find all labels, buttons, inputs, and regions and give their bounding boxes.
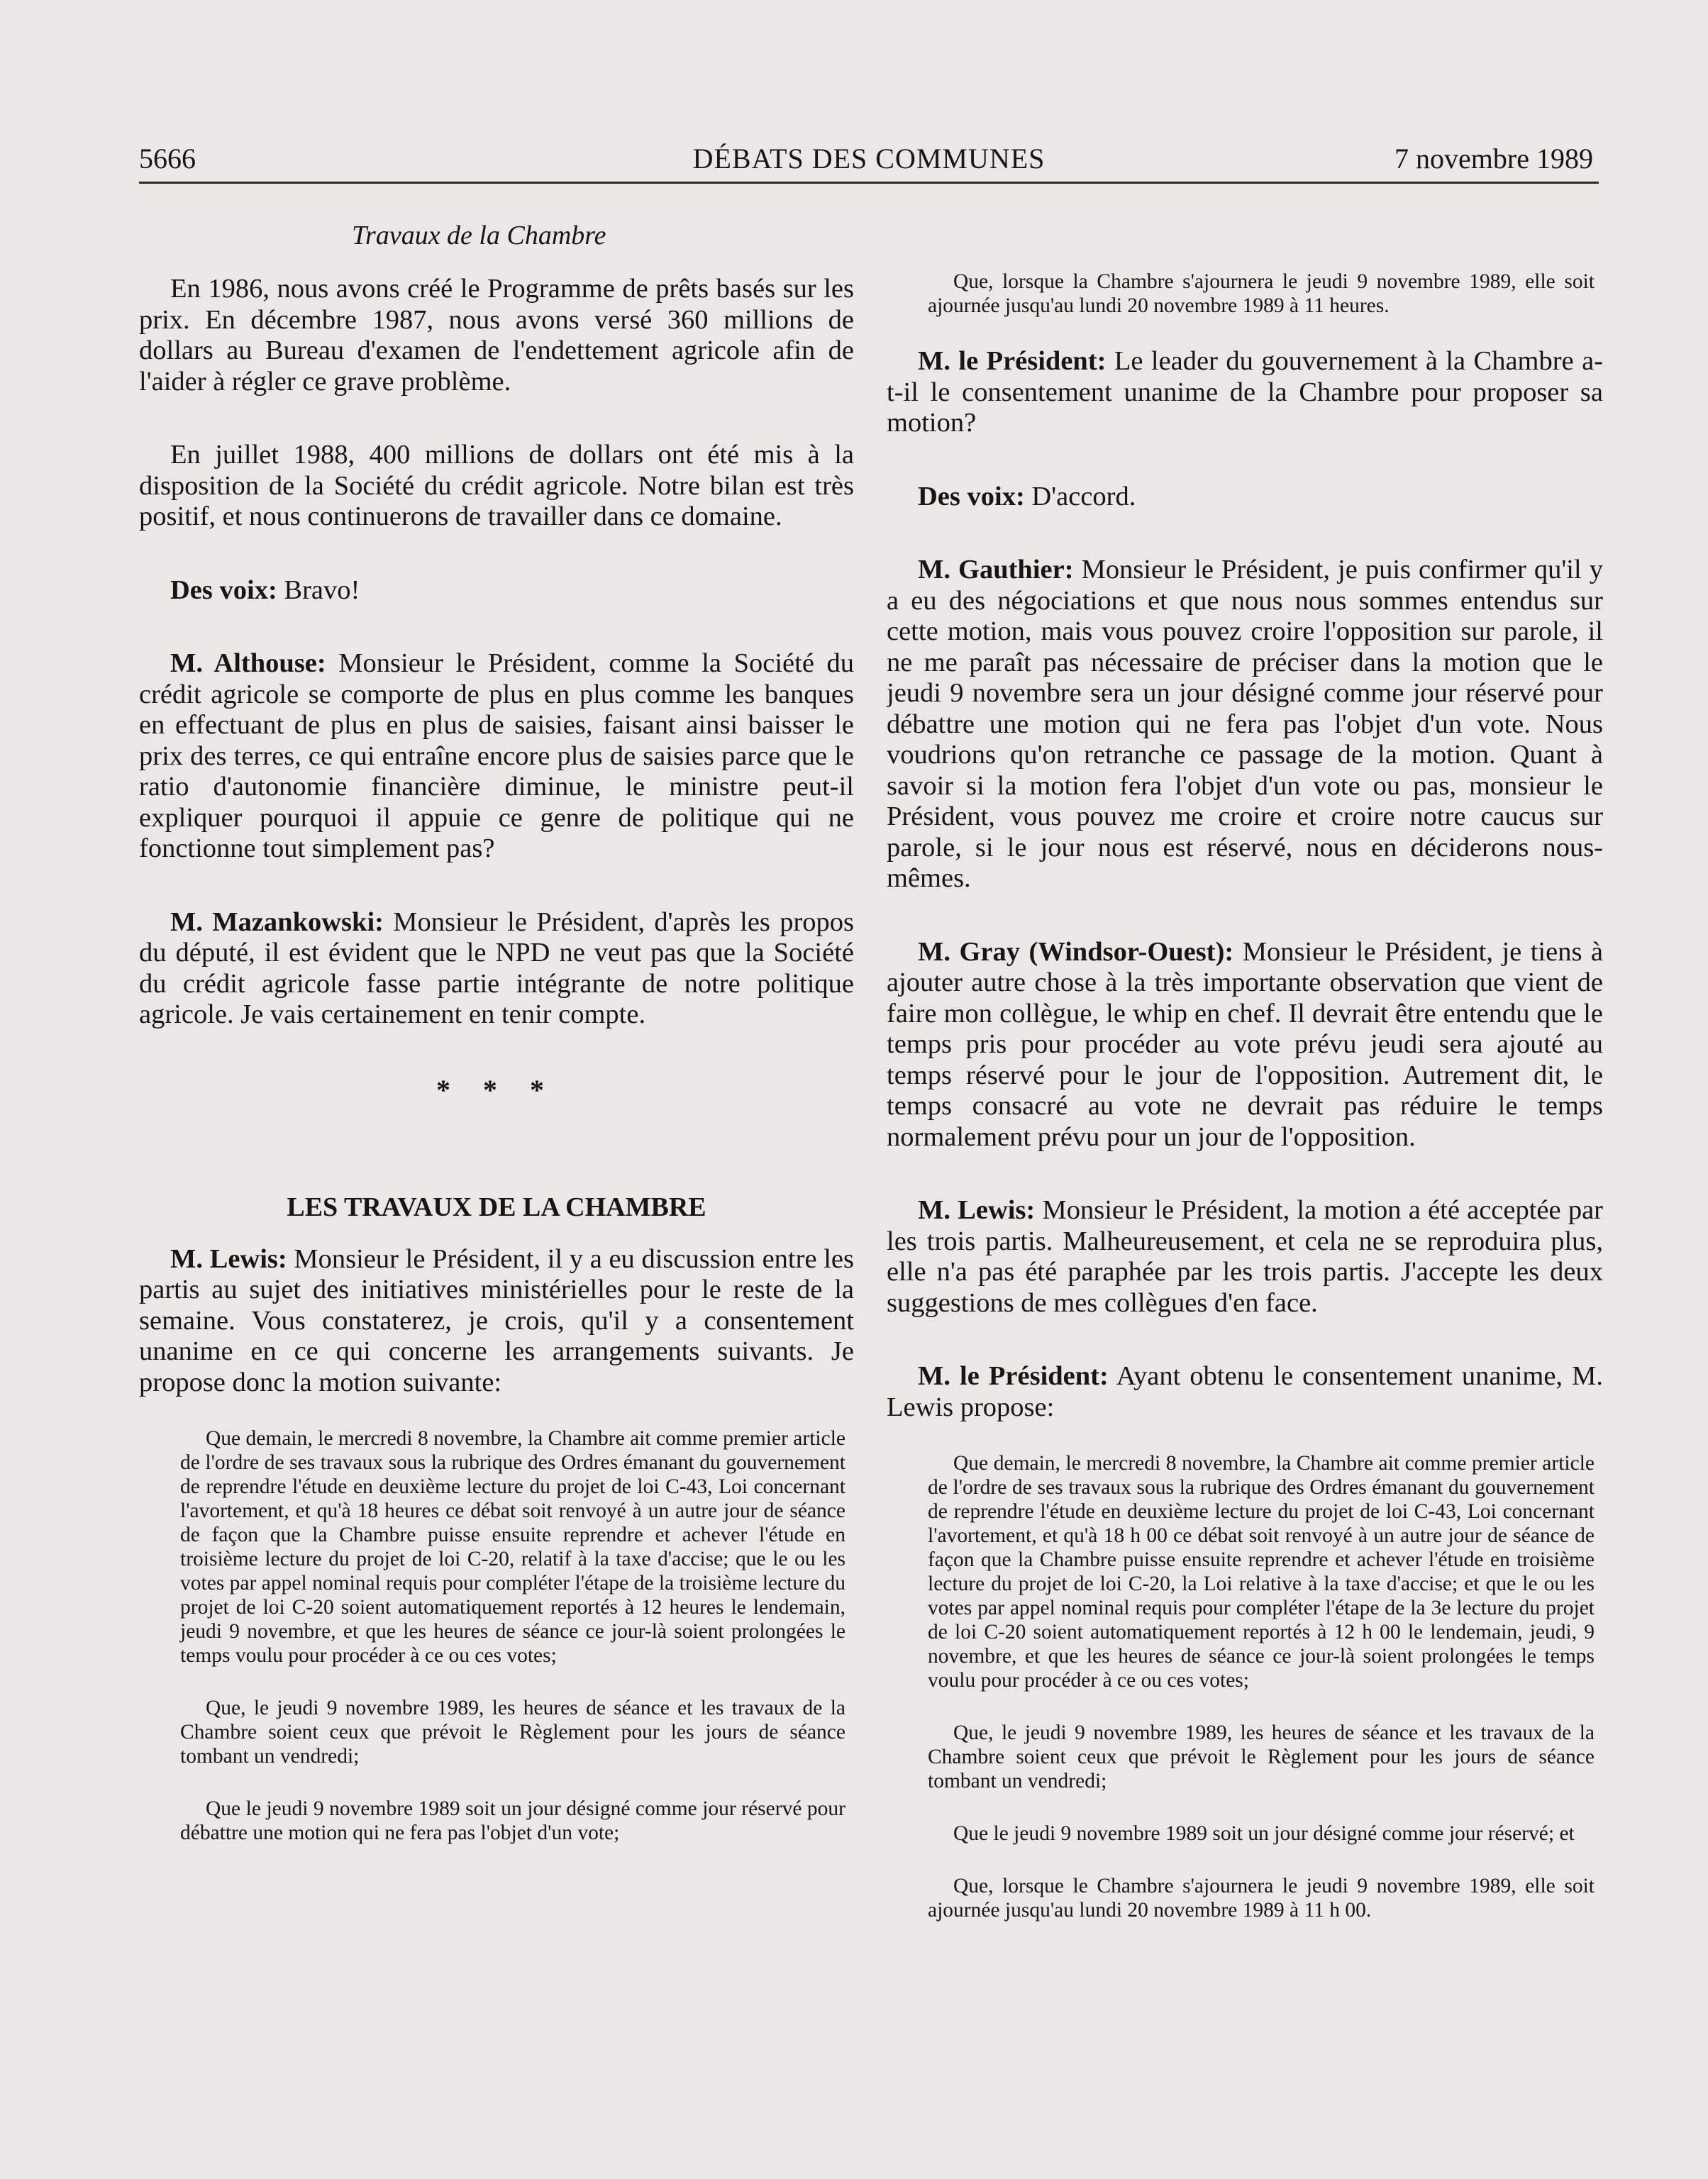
speaker-name: M. Lewis: xyxy=(170,1243,287,1274)
speech-paragraph xyxy=(887,482,1603,513)
page-number: 5666 xyxy=(139,143,196,174)
motion-quote: Que le jeudi 9 novembre 1989 soit un jour désigné comme jour réservé; et xyxy=(953,1822,1575,1845)
speaker-name: M. Mazankowski: xyxy=(170,906,384,937)
speech-text: Monsieur le Président, comme la Société du crédit agricole se comporte de plus en plus comme les banques en effectuant de plus en plus de saisies, faisant ainsi baisser le prix des terres, ce qui entraîne encore plus de saisies parce que le ratio d'autonomie financière diminue, le ministre peut-il expliquer pourquoi il appuie ce genre de politique qui ne fonctionne tout simplement pas? xyxy=(139,648,854,863)
speech-text: Monsieur le Président, je tiens à ajouter autre chose à la très importante observation que vient de faire mon collègue, le whip en chef. Il devrait être entendu que le temps pris pour procéder au vote prévu jeudi sera ajouté au temps réservé pour le jour de l'opposition. Autrement dit, le temps consacré au vote ne devrait pas réduire le temps normalement prévu pour un jour de l'opposition. xyxy=(887,936,1603,1152)
paragraph: En juillet 1988, 400 millions de dollars ont été mis à la disposition de la Société du crédit agricole. Notre bilan est très positif, et nous continuerons de travailler dans ce domaine. xyxy=(139,440,854,531)
speech-text: Monsieur le Président, d'après les propos du député, il est évident que le NPD ne veut pas que la Société du crédit agricole fasse partie intégrante de notre politique agricole. Je vais certainement en tenir compte. xyxy=(139,906,854,1029)
speech-paragraph xyxy=(139,1244,854,1399)
speech-paragraph xyxy=(887,1195,1603,1319)
speech-text: Monsieur le Président, je puis confirmer qu'il y a eu des négociations et que nous nous sommes entendus sur cette motion, mais vous pouvez croire l'opposition sur parole, il ne me paraît pas nécessaire de préciser dans la motion que le jeudi 9 novembre sera un jour désigné comme jour réservé pour débattre une motion qui ne fera pas l'objet d'un vote. Nous voudrions qu'on retranche ce passage de la motion. Quant à savoir si la motion fera l'objet d'un vote ou pas, monsieur le Président, vous pouvez me croire et croire notre caucus sur parole, si le jour nous est réservé, nous en déciderons nous-mêmes. xyxy=(887,555,1603,893)
speech-paragraph xyxy=(139,575,854,606)
section-heading: LES TRAVAUX DE LA CHAMBRE xyxy=(287,1192,706,1222)
speech-text: Le leader du gouvernement à la Chambre a-t-il le consentement unanime de la Chambre pour proposer sa motion? xyxy=(887,346,1603,438)
speech-paragraph xyxy=(139,648,854,865)
motion-quote: Que, lorsque le Chambre s'ajournera le jeudi 9 novembre 1989, elle soit ajournée jusqu'au lundi 20 novembre 1989 à 11 h 00. xyxy=(928,1875,1595,1922)
left-column xyxy=(139,213,854,2128)
section-separator: * * * xyxy=(436,1073,557,1106)
speaker-name: M. le Président: xyxy=(918,1361,1109,1391)
speech-text: Bravo! xyxy=(277,575,360,605)
speaker-name: Des voix: xyxy=(170,575,277,605)
motion-quote: Que, le jeudi 9 novembre 1989, les heures de séance et les travaux de la Chambre soient ceux que prévoit le Règlement pour les jours de séance tombant un vendredi; xyxy=(180,1697,845,1768)
motion-quote: Que le jeudi 9 novembre 1989 soit un jour désigné comme jour réservé pour débattre une motion qui ne fera pas l'objet d'un vote; xyxy=(180,1797,845,1844)
page-header xyxy=(139,139,1599,184)
speech-paragraph xyxy=(887,937,1603,1153)
motion-quote: Que demain, le mercredi 8 novembre, la Chambre ait comme premier article de l'ordre de ses travaux sous la rubrique des Ordres émanant du gouvernement de reprendre l'étude en deuxième lecture du projet de loi C-43, Loi concernant l'avortement, et qu'à 18 heures ce débat soit renvoyé à un autre jour de séance de façon que la Chambre puisse ensuite reprendre et achever l'étude en troisième lecture du projet de loi C-20, relatif à la taxe d'accise; que le ou les votes par appel nominal requis pour compléter l'étape de la troisième lecture du projet de loi C-20 soient automatiquement reportés à 12 heures le lendemain, jeudi 9 novembre, et que les heures de séance ce jour-là soient prolongées le temps voulu pour procéder à ce ou ces votes; xyxy=(180,1427,845,1667)
speaker-name: M. le Président: xyxy=(918,346,1107,376)
issue-date: 7 novembre 1989 xyxy=(1394,143,1593,174)
speech-paragraph xyxy=(887,1361,1603,1423)
motion-quote: Que demain, le mercredi 8 novembre, la Chambre ait comme premier article de l'ordre de ses travaux sous la rubrique des Ordres émanant du gouvernement de reprendre l'étude en deuxième lecture du projet de loi C-43, Loi concernant l'avortement, et qu'à 18 h 00 ce débat soit renvoyé à un autre jour de séance de façon que la Chambre puisse ensuite reprendre et achever l'étude en troisième lecture du projet de loi C-20, la Loi relative à la taxe d'accise; et que le ou les votes par appel nominal requis pour compléter l'étape de la 3e lecture du projet de loi C-20 soient automatiquement reportés à 12 h 00 le lendemain, jeudi, 9 novembre, et que les heures de séance ce jour-là soient prolongées le temps voulu pour procéder à ce ou ces votes; xyxy=(928,1452,1595,1692)
speaker-name: M. Gauthier: xyxy=(918,555,1074,584)
speaker-name: M. Gray (Windsor-Ouest): xyxy=(918,936,1234,967)
speaker-name: Des voix: xyxy=(918,481,1025,511)
speech-paragraph xyxy=(139,907,854,1031)
speech-text: Monsieur le Président, il y a eu discussion entre les partis au sujet des initiatives ministérielles pour le reste de la semaine. Vous constaterez, je crois, qu'il y a consentement unanime en ce qui concerne les arrangements suivants. Je propose donc la motion suivante: xyxy=(139,1243,854,1397)
right-column xyxy=(887,213,1603,2128)
speaker-name: M. Lewis: xyxy=(918,1195,1036,1225)
motion-quote: Que, le jeudi 9 novembre 1989, les heures de séance et les travaux de la Chambre soient ceux que prévoit le Règlement pour les jours de séance tombant un vendredi; xyxy=(928,1721,1595,1792)
speech-text: D'accord. xyxy=(1024,481,1136,511)
running-section-title: Travaux de la Chambre xyxy=(352,221,606,250)
speaker-name: M. Althouse: xyxy=(170,648,326,678)
speech-text: Ayant obtenu le consentement unanime, M. Lewis propose: xyxy=(887,1361,1603,1422)
speech-text: Monsieur le Président, la motion a été acceptée par les trois partis. Malheureusement, et cela ne se reproduira plus, elle n'a pas été paraphée par les trois partis. J'accepte les deux suggestions de mes collègues d'en face. xyxy=(887,1195,1603,1318)
paragraph: En 1986, nous avons créé le Programme de prêts basés sur les prix. En décembre 1987, nous avons versé 360 millions de dollars au Bureau d'examen de l'endettement agricole afin de l'aider à régler ce grave problème. xyxy=(139,274,854,397)
speech-paragraph xyxy=(887,555,1603,894)
speech-paragraph xyxy=(887,346,1603,439)
motion-quote: Que, lorsque la Chambre s'ajournera le jeudi 9 novembre 1989, elle soit ajournée jusqu'au lundi 20 novembre 1989 à 11 heures. xyxy=(928,270,1595,317)
publication-title: DÉBATS DES COMMUNES xyxy=(692,143,1046,174)
